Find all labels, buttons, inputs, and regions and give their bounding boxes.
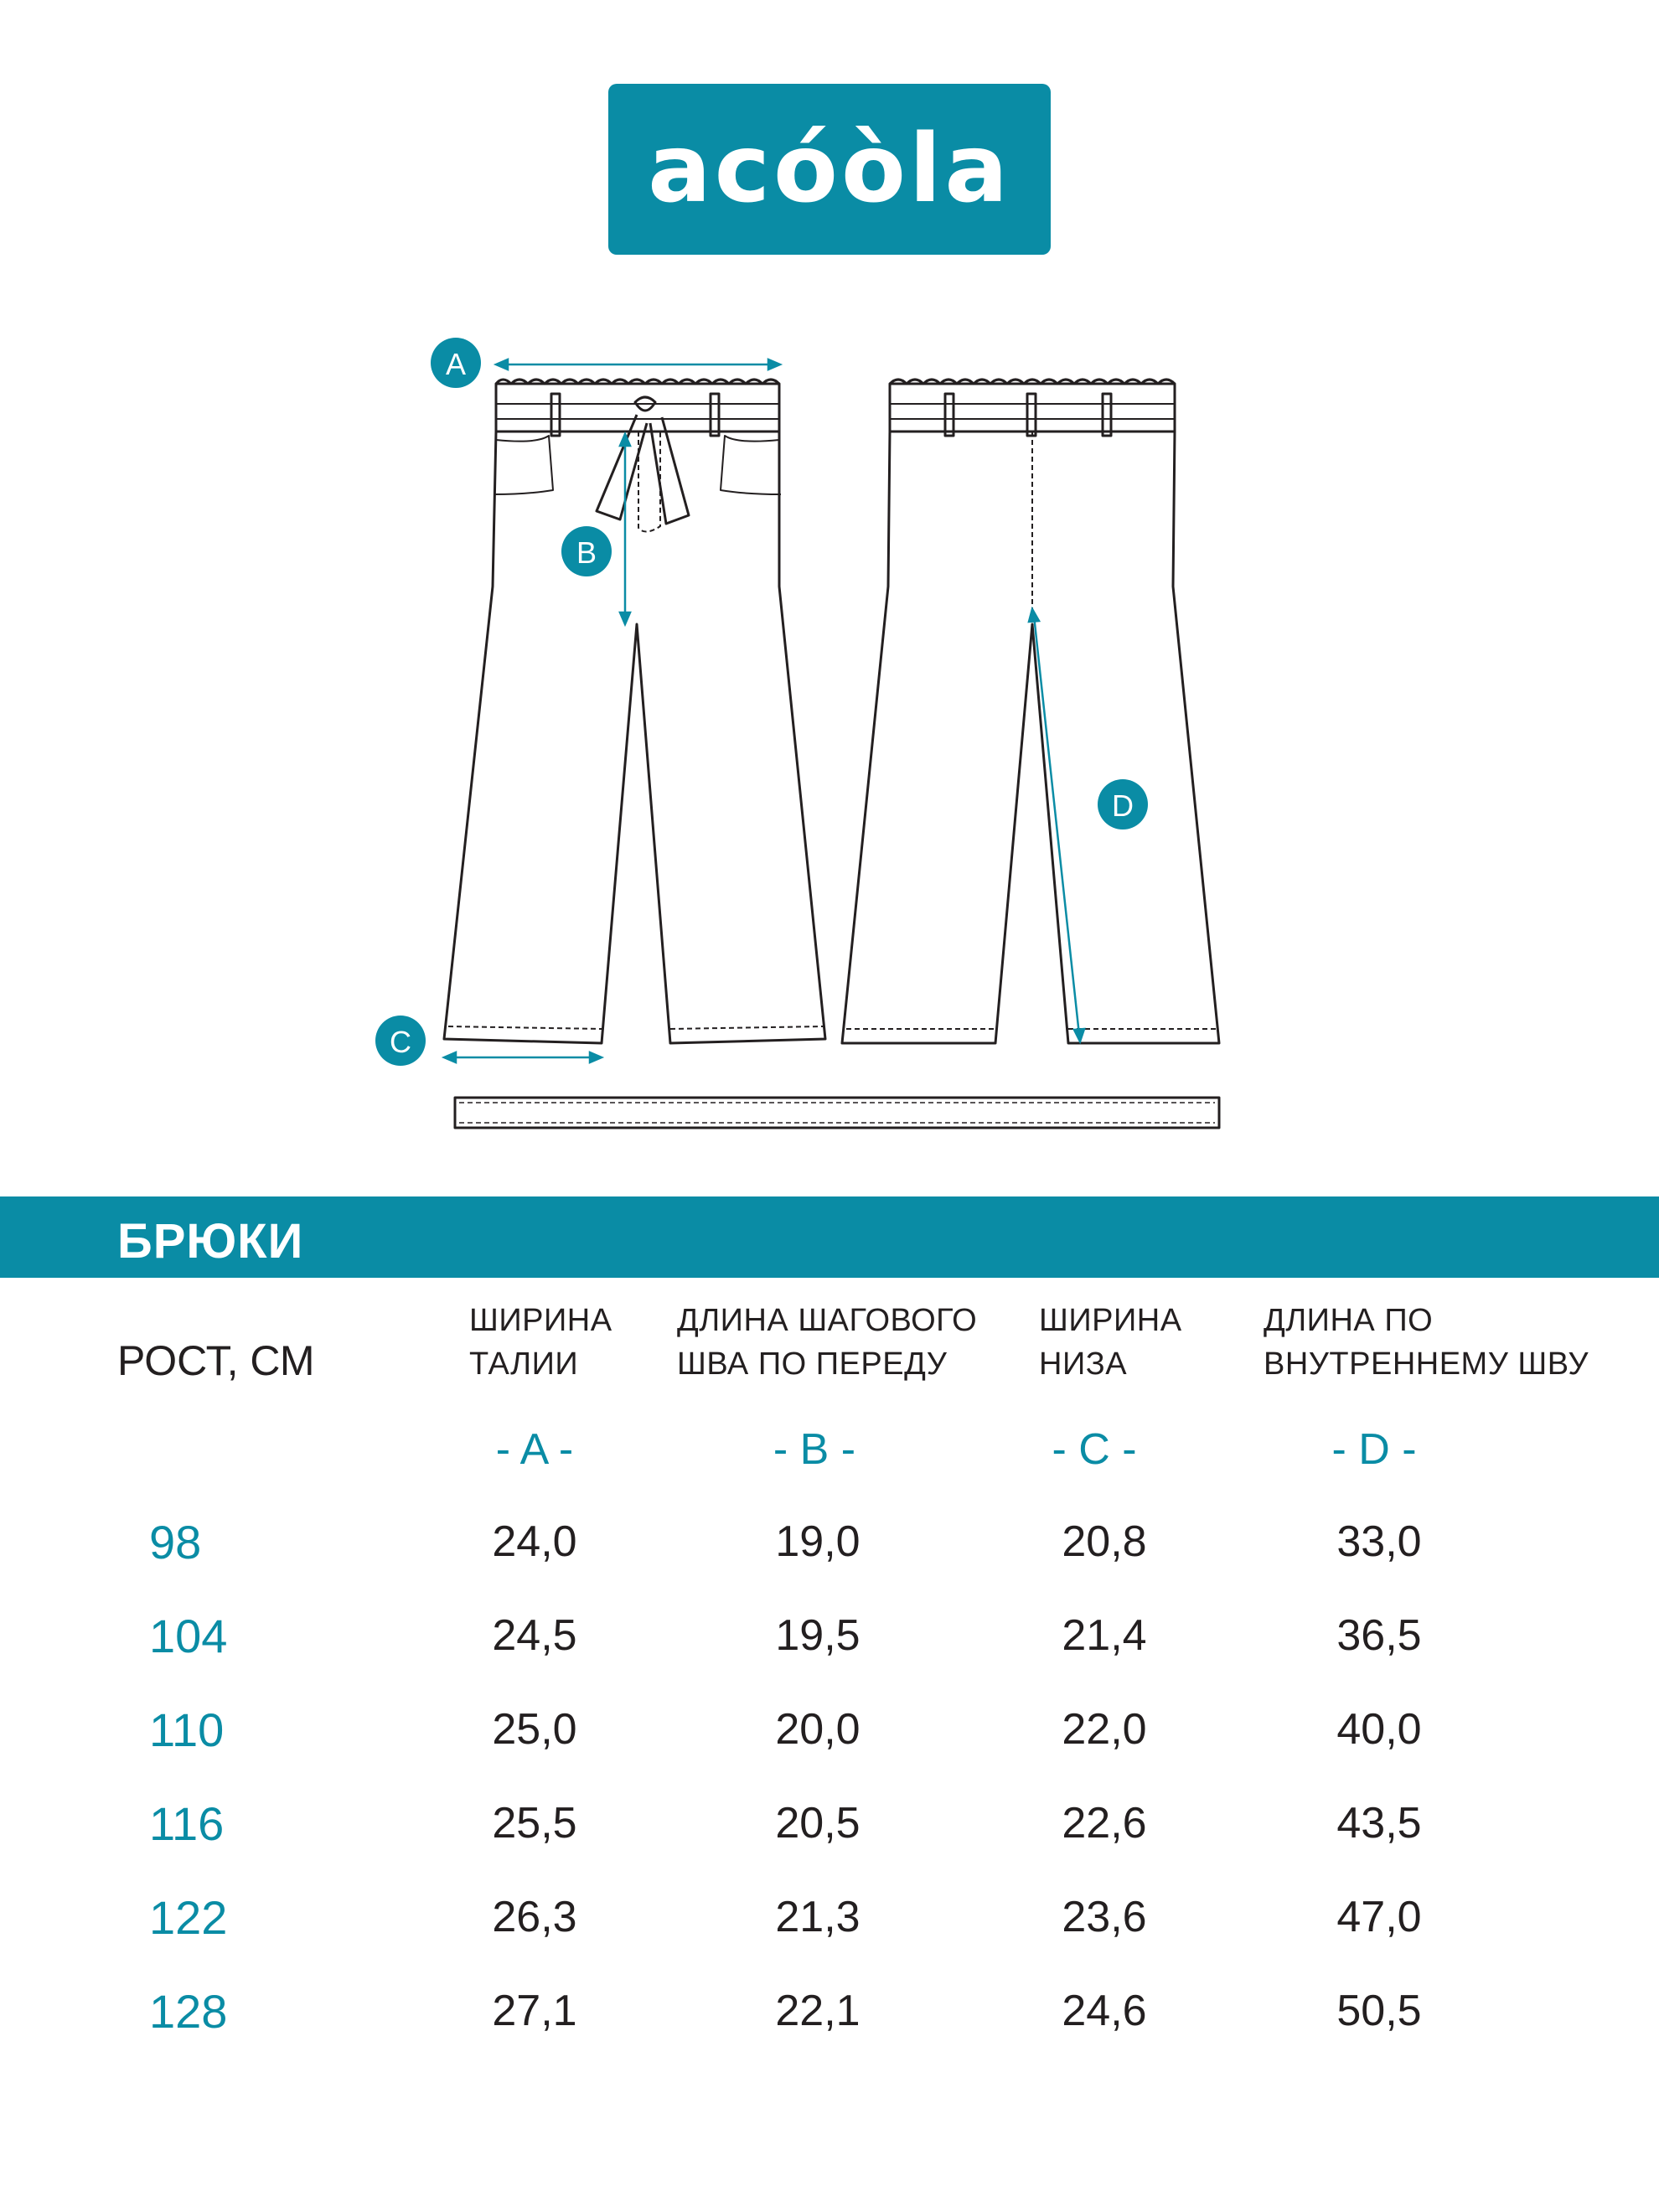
back-body bbox=[842, 432, 1219, 1043]
front-fly bbox=[638, 432, 660, 532]
row-size: 116 bbox=[149, 1797, 225, 1850]
cell-b: 20,5 bbox=[775, 1799, 861, 1848]
cell-a: 25,0 bbox=[492, 1705, 577, 1754]
column-header-a-line1: ШИРИНА bbox=[469, 1303, 612, 1338]
marker-a bbox=[431, 338, 481, 388]
cell-d: 47,0 bbox=[1336, 1893, 1422, 1941]
marker-c-label: C bbox=[390, 1025, 411, 1059]
marker-b-label: B bbox=[576, 535, 597, 570]
row-size: 122 bbox=[149, 1891, 228, 1944]
cell-c: 23,6 bbox=[1062, 1893, 1147, 1941]
cell-b: 20,0 bbox=[775, 1705, 861, 1754]
cell-a: 26,3 bbox=[492, 1893, 577, 1941]
cell-a: 24,0 bbox=[492, 1517, 577, 1566]
marker-c bbox=[375, 1016, 426, 1066]
cell-a: 24,5 bbox=[492, 1611, 577, 1660]
column-header-d-line2: ВНУТРЕННЕМУ ШВУ bbox=[1264, 1346, 1589, 1382]
cell-c: 21,4 bbox=[1062, 1611, 1147, 1660]
cell-d: 40,0 bbox=[1336, 1705, 1422, 1754]
marker-d bbox=[1098, 779, 1148, 830]
column-letter-d: - D - bbox=[1331, 1425, 1417, 1474]
cell-c: 24,6 bbox=[1062, 1987, 1147, 2035]
column-header-c bbox=[1039, 1299, 1182, 1386]
column-header-c-line2: НИЗА bbox=[1039, 1346, 1128, 1382]
column-header-b-line2: ШВА ПО ПЕРЕДУ bbox=[677, 1346, 948, 1382]
row-size: 128 bbox=[149, 1985, 228, 2038]
column-header-b bbox=[677, 1299, 977, 1386]
cell-d: 36,5 bbox=[1336, 1611, 1422, 1660]
row-size: 98 bbox=[149, 1516, 202, 1569]
cell-c: 22,0 bbox=[1062, 1705, 1147, 1754]
front-pocket-right bbox=[721, 436, 781, 494]
row-size: 104 bbox=[149, 1610, 228, 1662]
cell-b: 21,3 bbox=[775, 1893, 861, 1941]
column-header-c-line1: ШИРИНА bbox=[1039, 1303, 1182, 1338]
cell-d: 50,5 bbox=[1336, 1987, 1422, 2035]
cell-b: 22,1 bbox=[775, 1987, 861, 2035]
cell-a: 25,5 bbox=[492, 1799, 577, 1848]
section-title: БРЮКИ bbox=[117, 1214, 304, 1269]
column-header-b-line1: ДЛИНА ШАГОВОГО bbox=[677, 1303, 978, 1338]
cell-d: 33,0 bbox=[1336, 1517, 1422, 1566]
column-letter-b: - B - bbox=[773, 1425, 856, 1474]
front-tie-right bbox=[650, 417, 689, 524]
marker-a-label: A bbox=[445, 347, 467, 381]
pants-technical-drawing bbox=[0, 318, 1659, 1156]
cell-b: 19,0 bbox=[775, 1517, 861, 1566]
marker-b bbox=[561, 526, 612, 576]
column-letter-c: - C - bbox=[1052, 1425, 1137, 1474]
brand-logo-text: acóòla bbox=[648, 115, 1011, 224]
column-letter-a: - A - bbox=[495, 1425, 574, 1474]
cell-a: 27,1 bbox=[492, 1987, 577, 2035]
measure-d-line bbox=[1034, 616, 1079, 1035]
row-size: 110 bbox=[149, 1703, 225, 1756]
column-header-d-line1: ДЛИНА ПО bbox=[1264, 1303, 1434, 1338]
marker-d-label: D bbox=[1112, 788, 1134, 823]
cell-c: 20,8 bbox=[1062, 1517, 1147, 1566]
cell-b: 19,5 bbox=[775, 1611, 861, 1660]
column-header-a bbox=[469, 1299, 612, 1386]
cell-d: 43,5 bbox=[1336, 1799, 1422, 1848]
front-body bbox=[444, 432, 825, 1043]
size-column-header: РОСТ, СМ bbox=[117, 1337, 315, 1384]
section-band bbox=[0, 1196, 1659, 1278]
brand-logo bbox=[608, 84, 1051, 255]
column-header-a-line2: ТАЛИИ bbox=[469, 1346, 579, 1382]
back-waistband bbox=[890, 384, 1175, 432]
front-pocket-left bbox=[494, 436, 553, 494]
cell-c: 22,6 bbox=[1062, 1799, 1147, 1848]
column-header-d bbox=[1264, 1299, 1589, 1386]
